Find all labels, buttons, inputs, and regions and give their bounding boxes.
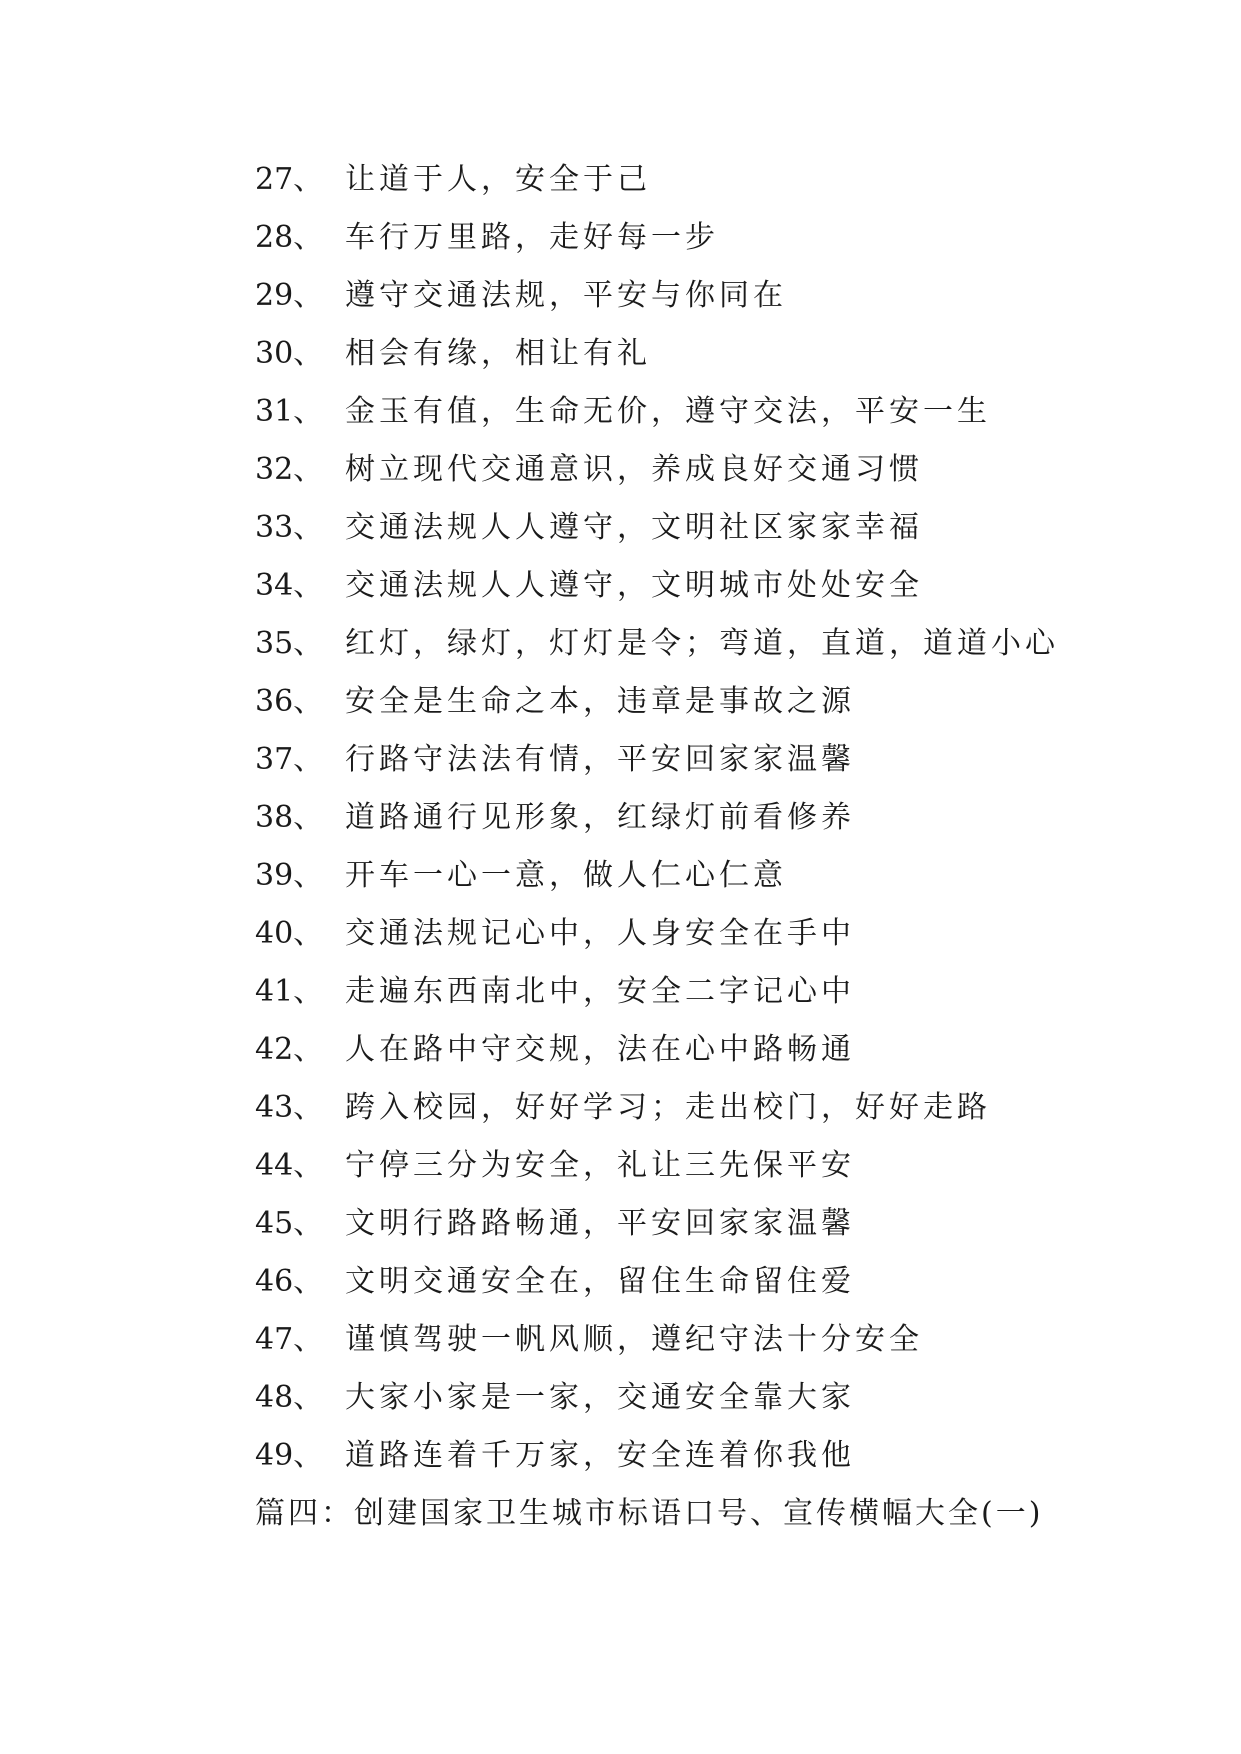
slogan-item	[255, 972, 1059, 1030]
slogan-text: 车行万里路，走好每一步	[345, 220, 719, 255]
slogan-number: 30、	[255, 336, 324, 371]
slogan-number: 33、	[255, 510, 324, 545]
slogan-item	[255, 1262, 1059, 1320]
slogan-item	[255, 798, 1059, 856]
slogan-text: 树立现代交通意识，养成良好交通习惯	[345, 452, 923, 487]
slogan-item	[255, 392, 1059, 450]
slogan-text: 谨慎驾驶一帆风顺，遵纪守法十分安全	[345, 1322, 923, 1357]
slogan-text: 交通法规人人遵守，文明社区家家幸福	[345, 510, 923, 545]
slogan-number: 49、	[255, 1438, 324, 1473]
slogan-text: 安全是生命之本，违章是事故之源	[345, 684, 855, 719]
slogan-text: 人在路中守交规，法在心中路畅通	[345, 1032, 855, 1067]
slogan-item	[255, 682, 1059, 740]
slogan-item	[255, 1320, 1059, 1378]
slogan-text: 跨入校园，好好学习；走出校门，好好走路	[345, 1090, 991, 1125]
slogan-number: 41、	[255, 974, 324, 1009]
slogan-item	[255, 1204, 1059, 1262]
slogan-item	[255, 856, 1059, 914]
slogan-text: 宁停三分为安全，礼让三先保平安	[345, 1148, 855, 1183]
section-heading: 篇四：创建国家卫生城市标语口号、宣传横幅大全(一)	[255, 1496, 1044, 1531]
slogan-item	[255, 450, 1059, 508]
slogan-text: 道路通行见形象，红绿灯前看修养	[345, 800, 855, 835]
slogan-text: 红灯，绿灯，灯灯是令；弯道，直道，道道小心	[345, 626, 1059, 661]
slogan-item	[255, 740, 1059, 798]
slogan-number: 38、	[255, 800, 324, 835]
slogan-text: 遵守交通法规，平安与你同在	[345, 278, 787, 313]
slogan-number: 39、	[255, 858, 324, 893]
slogan-number: 37、	[255, 742, 324, 777]
slogan-item	[255, 914, 1059, 972]
slogan-number: 44、	[255, 1148, 324, 1183]
slogan-number: 43、	[255, 1090, 324, 1125]
slogan-number: 32、	[255, 452, 324, 487]
slogan-text: 行路守法法有情，平安回家家温馨	[345, 742, 855, 777]
slogan-text: 相会有缘，相让有礼	[345, 336, 651, 371]
slogan-number: 27、	[255, 162, 324, 197]
slogan-number: 34、	[255, 568, 324, 603]
slogan-text: 走遍东西南北中，安全二字记心中	[345, 974, 855, 1009]
slogan-number: 35、	[255, 626, 324, 661]
slogan-item	[255, 1436, 1059, 1494]
slogan-text: 道路连着千万家，安全连着你我他	[345, 1438, 855, 1473]
slogan-text: 交通法规人人遵守，文明城市处处安全	[345, 568, 923, 603]
slogan-text: 金玉有值，生命无价，遵守交法，平安一生	[345, 394, 991, 429]
slogan-item	[255, 1378, 1059, 1436]
slogan-number: 48、	[255, 1380, 324, 1415]
slogan-item	[255, 276, 1059, 334]
slogan-number: 45、	[255, 1206, 324, 1241]
slogan-number: 46、	[255, 1264, 324, 1299]
slogan-list	[255, 160, 1059, 1494]
slogan-text: 大家小家是一家，交通安全靠大家	[345, 1380, 855, 1415]
slogan-text: 让道于人，安全于己	[345, 162, 651, 197]
slogan-item	[255, 1030, 1059, 1088]
slogan-number: 31、	[255, 394, 324, 429]
slogan-text: 开车一心一意，做人仁心仁意	[345, 858, 787, 893]
slogan-text: 交通法规记心中，人身安全在手中	[345, 916, 855, 951]
slogan-number: 47、	[255, 1322, 324, 1357]
slogan-item	[255, 508, 1059, 566]
slogan-item	[255, 1146, 1059, 1204]
slogan-item	[255, 1088, 1059, 1146]
slogan-text: 文明行路路畅通，平安回家家温馨	[345, 1206, 855, 1241]
slogan-item	[255, 218, 1059, 276]
slogan-item	[255, 334, 1059, 392]
slogan-number: 40、	[255, 916, 324, 951]
slogan-number: 42、	[255, 1032, 324, 1067]
slogan-number: 36、	[255, 684, 324, 719]
slogan-number: 29、	[255, 278, 324, 313]
slogan-text: 文明交通安全在，留住生命留住爱	[345, 1264, 855, 1299]
slogan-item	[255, 160, 1059, 218]
slogan-number: 28、	[255, 220, 324, 255]
slogan-item	[255, 624, 1059, 682]
slogan-item	[255, 566, 1059, 624]
